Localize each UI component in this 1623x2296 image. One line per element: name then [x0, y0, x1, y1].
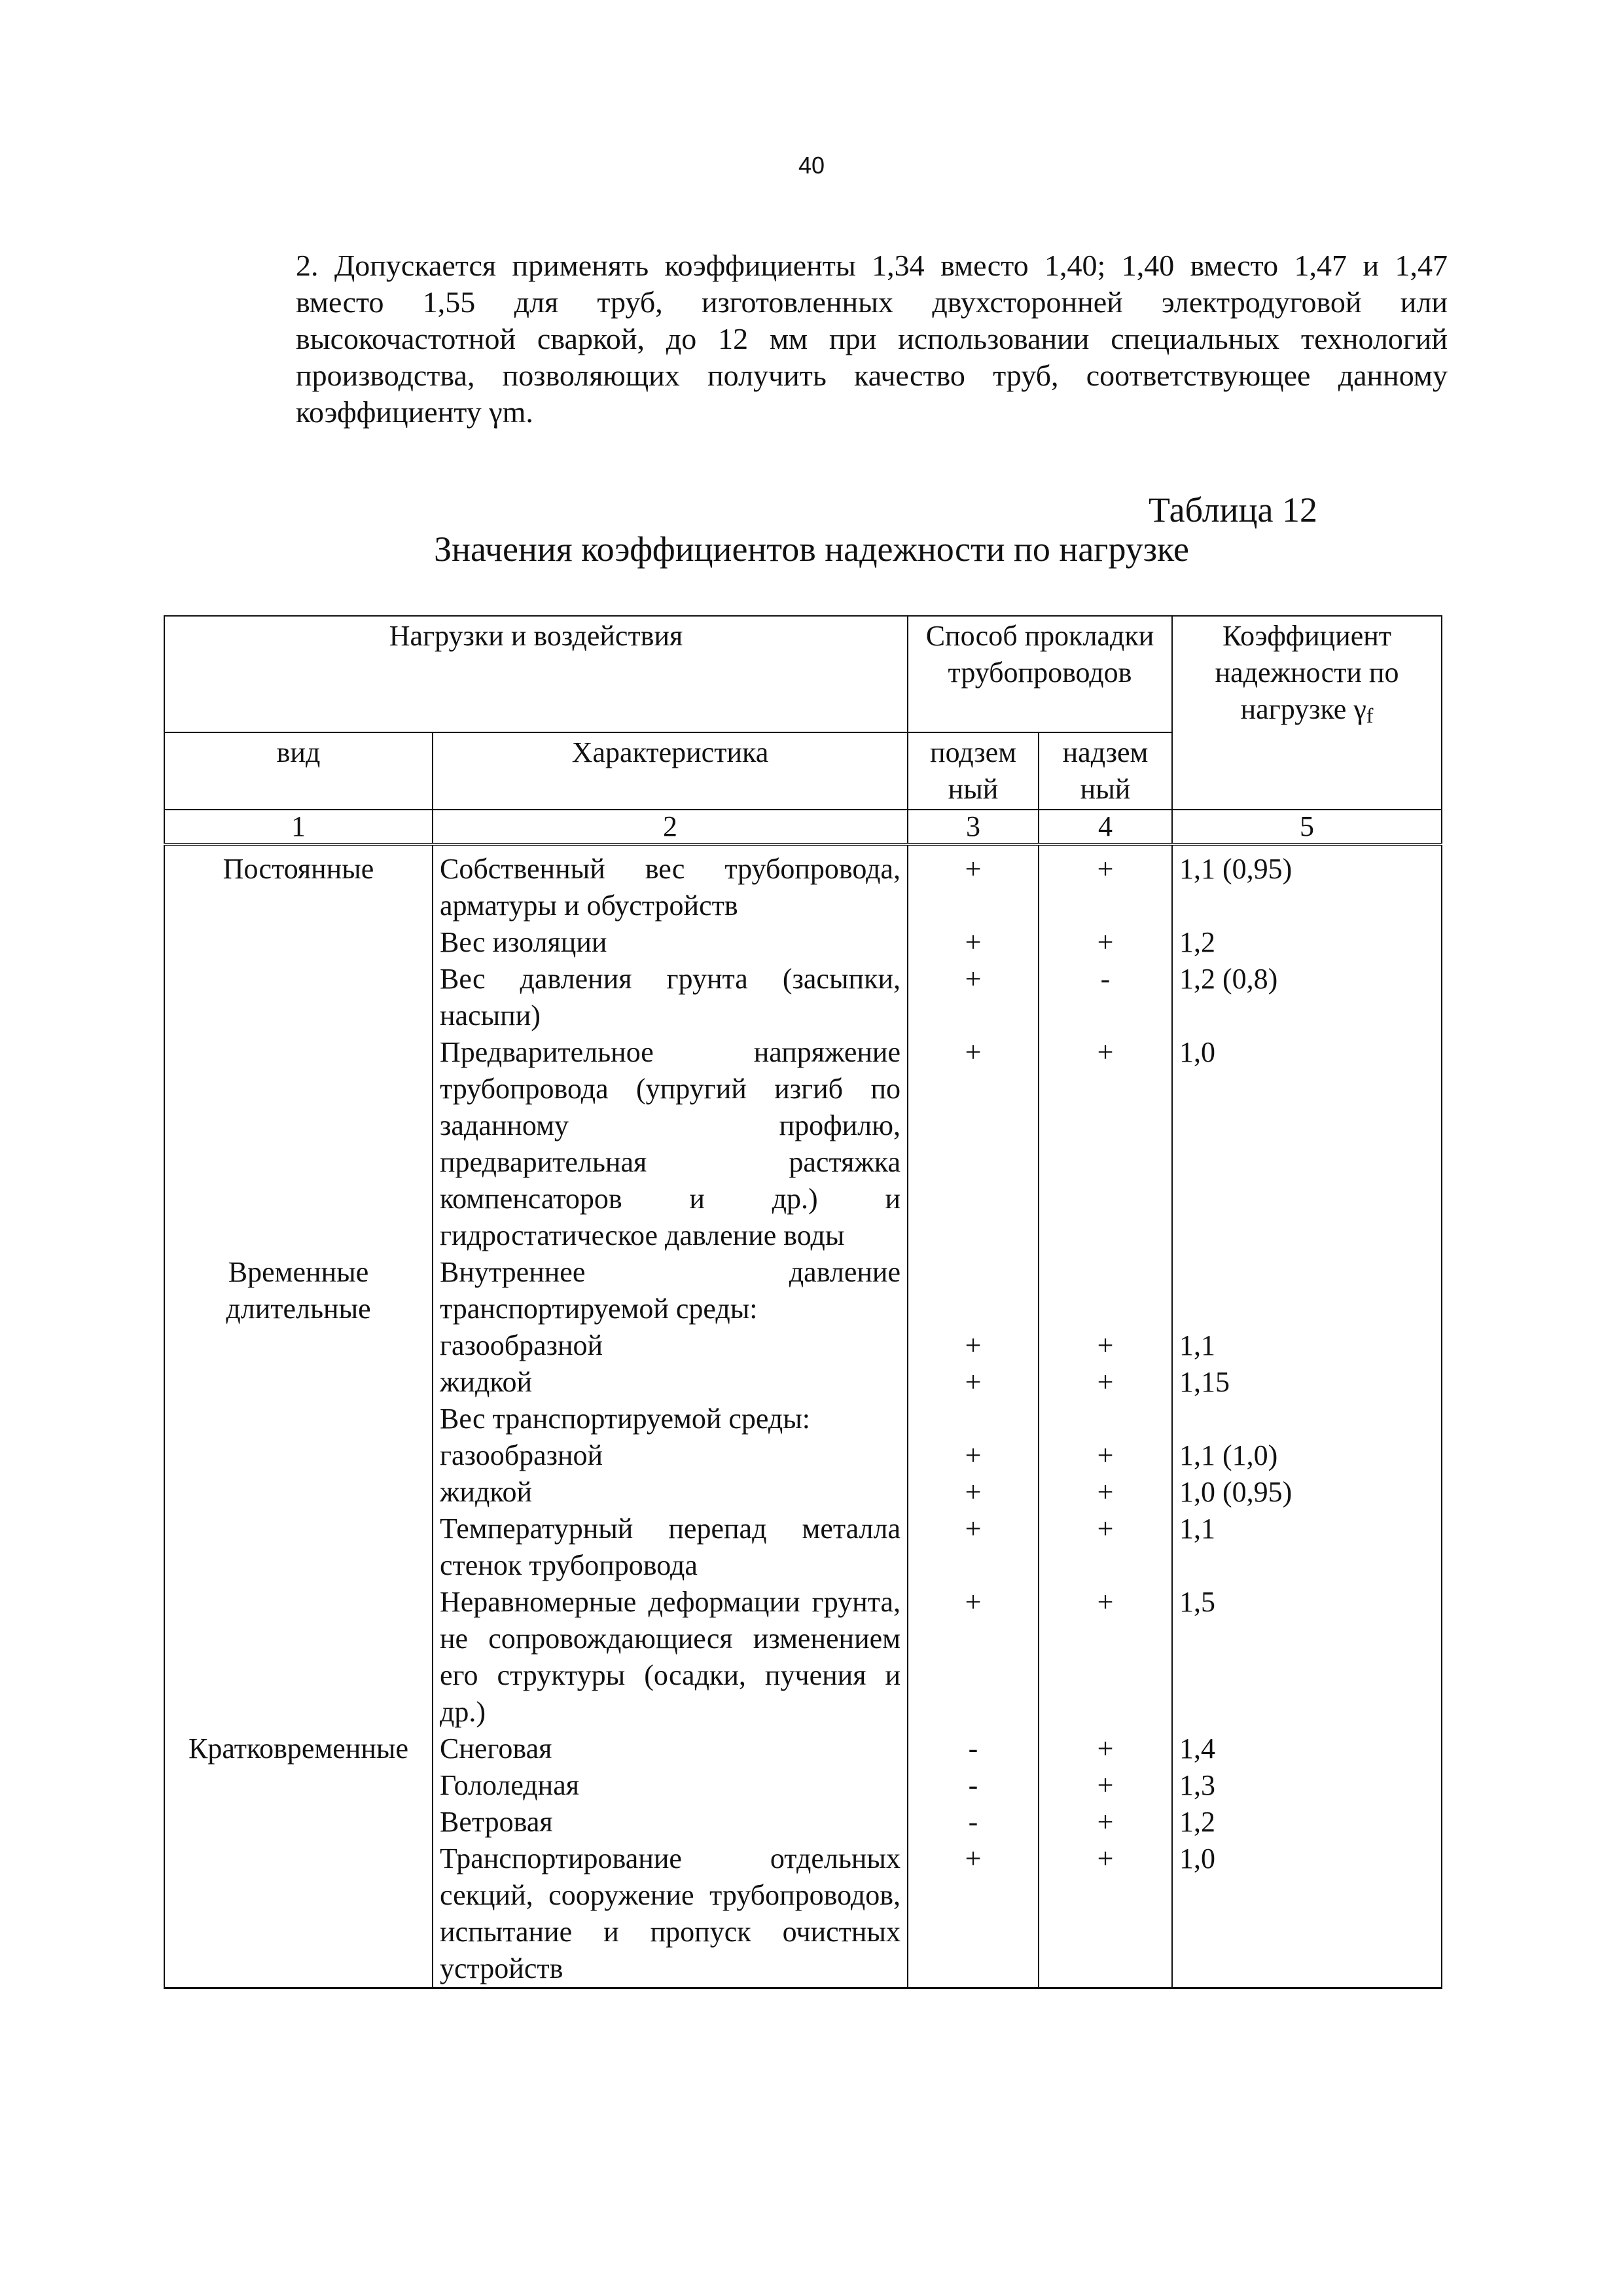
cell-kind [164, 1767, 433, 1804]
cell-under: + [908, 1327, 1039, 1364]
cell-coef: 1,0 [1172, 1034, 1442, 1254]
table-caption: Таблица 12 [1149, 490, 1317, 529]
table-row [164, 1364, 1442, 1401]
cell-under: + [908, 1511, 1039, 1584]
cell-kind [164, 1401, 433, 1437]
cell-above: + [1039, 1364, 1172, 1401]
cell-coef: 1,3 [1172, 1767, 1442, 1804]
table-note: 2. Допускается применять коэффициенты 1,34 вместо 1,40; 1,40 вместо 1,47 и 1,47 вместо 1,55 для труб, изготовленных двухсторонней электродуговой или высокочастотной сваркой, до 12 мм при использовании специальных технологий производства, позволяющих получить качество труб, соответствующее данному коэффициенту γm. [296, 249, 1448, 429]
cell-kind [164, 1511, 433, 1584]
table-row [164, 961, 1442, 1034]
cell-above [1039, 1401, 1172, 1437]
cell-coef: 1,1 (1,0) [1172, 1437, 1442, 1474]
header-coefficient [1172, 616, 1442, 810]
header-coefficient-subscript: f [1366, 704, 1374, 727]
cell-coef [1172, 1254, 1442, 1327]
cell-kind [164, 1474, 433, 1511]
cell-coef: 1,0 (0,95) [1172, 1474, 1442, 1511]
cell-under: + [908, 1437, 1039, 1474]
cell-under: + [908, 1584, 1039, 1731]
cell-kind [164, 1437, 433, 1474]
cell-kind [164, 1804, 433, 1840]
header-laying-method: Способ прокладки трубопроводов [908, 616, 1172, 732]
cell-desc: Транспортирование отдельных секций, сооружение трубопроводов, испытание и пропуск очистных устройств [433, 1840, 908, 1988]
cell-above: + [1039, 1840, 1172, 1988]
cell-kind: Временные длительные [164, 1254, 433, 1327]
table-row [164, 1804, 1442, 1840]
cell-kind [164, 1327, 433, 1364]
header-kind: вид [164, 732, 433, 810]
cell-coef [1172, 1401, 1442, 1437]
table-row [164, 1474, 1442, 1511]
table-row [164, 1034, 1442, 1254]
cell-desc: жидкой [433, 1364, 908, 1401]
table-row [164, 1584, 1442, 1731]
table-row [164, 1254, 1442, 1327]
cell-under: + [908, 844, 1039, 924]
cell-above: + [1039, 1437, 1172, 1474]
cell-kind [164, 924, 433, 961]
header-characteristic: Характеристика [433, 732, 908, 810]
cell-above: + [1039, 1767, 1172, 1804]
cell-above: + [1039, 1474, 1172, 1511]
cell-desc: Внутреннее давление транспортируемой среды: [433, 1254, 908, 1327]
header-coefficient-text: Коэффициент надежности по нагрузке γ [1215, 620, 1399, 725]
header-loads: Нагрузки и воздействия [164, 616, 908, 732]
cell-kind: Постоянные [164, 844, 433, 924]
cell-coef: 1,4 [1172, 1731, 1442, 1767]
cell-coef: 1,2 [1172, 924, 1442, 961]
cell-under: + [908, 924, 1039, 961]
cell-under: - [908, 1731, 1039, 1767]
cell-coef: 1,2 (0,8) [1172, 961, 1442, 1034]
cell-under [908, 1401, 1039, 1437]
cell-above: + [1039, 844, 1172, 924]
cell-above: + [1039, 1034, 1172, 1254]
cell-under: + [908, 1840, 1039, 1988]
cell-desc: Гололедная [433, 1767, 908, 1804]
page-number: 40 [798, 152, 825, 179]
cell-desc: Снеговая [433, 1731, 908, 1767]
cell-desc: Собственный вес трубопровода, арматуры и обустройств [433, 844, 908, 924]
cell-desc: газообразной [433, 1437, 908, 1474]
column-number: 1 [164, 810, 433, 844]
cell-coef: 1,1 [1172, 1327, 1442, 1364]
cell-above [1039, 1254, 1172, 1327]
cell-desc: жидкой [433, 1474, 908, 1511]
cell-desc: Температурный перепад металла стенок трубопровода [433, 1511, 908, 1584]
table-row [164, 1767, 1442, 1804]
table-title: Значения коэффициентов надежности по нагрузке [434, 529, 1189, 569]
cell-above: + [1039, 1731, 1172, 1767]
table-row [164, 1731, 1442, 1767]
cell-above: - [1039, 961, 1172, 1034]
cell-above: + [1039, 1804, 1172, 1840]
table-row [164, 1327, 1442, 1364]
cell-under: - [908, 1767, 1039, 1804]
table-body [164, 844, 1442, 1988]
cell-coef: 1,2 [1172, 1804, 1442, 1840]
cell-desc: Вес изоляции [433, 924, 908, 961]
cell-kind [164, 961, 433, 1034]
cell-under: + [908, 1474, 1039, 1511]
table-row [164, 1840, 1442, 1988]
cell-coef: 1,1 (0,95) [1172, 844, 1442, 924]
table-row [164, 1401, 1442, 1437]
cell-coef: 1,5 [1172, 1584, 1442, 1731]
cell-coef: 1,15 [1172, 1364, 1442, 1401]
cell-above: + [1039, 1584, 1172, 1731]
cell-above: + [1039, 1327, 1172, 1364]
table-row [164, 844, 1442, 924]
cell-kind: Кратковременные [164, 1731, 433, 1767]
cell-coef: 1,1 [1172, 1511, 1442, 1584]
header-aboveground: надзем ный [1039, 732, 1172, 810]
table-row [164, 1511, 1442, 1584]
column-number: 4 [1039, 810, 1172, 844]
cell-kind [164, 1034, 433, 1254]
cell-kind [164, 1840, 433, 1988]
cell-kind [164, 1584, 433, 1731]
cell-desc: газообразной [433, 1327, 908, 1364]
cell-above: + [1039, 924, 1172, 961]
cell-under: + [908, 961, 1039, 1034]
load-coefficients-table [164, 615, 1442, 1989]
cell-coef: 1,0 [1172, 1840, 1442, 1988]
cell-above: + [1039, 1511, 1172, 1584]
cell-desc: Неравномерные деформации грунта, не сопровождающиеся изменением его структуры (осадки, пучения и др.) [433, 1584, 908, 1731]
column-number: 3 [908, 810, 1039, 844]
table-row [164, 1437, 1442, 1474]
cell-under: + [908, 1364, 1039, 1401]
cell-desc: Вес транспортируемой среды: [433, 1401, 908, 1437]
cell-under: + [908, 1034, 1039, 1254]
column-number: 5 [1172, 810, 1442, 844]
cell-desc: Вес давления грунта (засыпки, насыпи) [433, 961, 908, 1034]
column-number: 2 [433, 810, 908, 844]
cell-under: - [908, 1804, 1039, 1840]
header-underground: подзем ный [908, 732, 1039, 810]
cell-kind [164, 1364, 433, 1401]
table-row [164, 924, 1442, 961]
cell-desc: Ветровая [433, 1804, 908, 1840]
cell-under [908, 1254, 1039, 1327]
cell-desc: Предварительное напряжение трубопровода (упругий изгиб по заданному профилю, предварительная растяжка компенсаторов и др.) и гидростатическое давление воды [433, 1034, 908, 1254]
